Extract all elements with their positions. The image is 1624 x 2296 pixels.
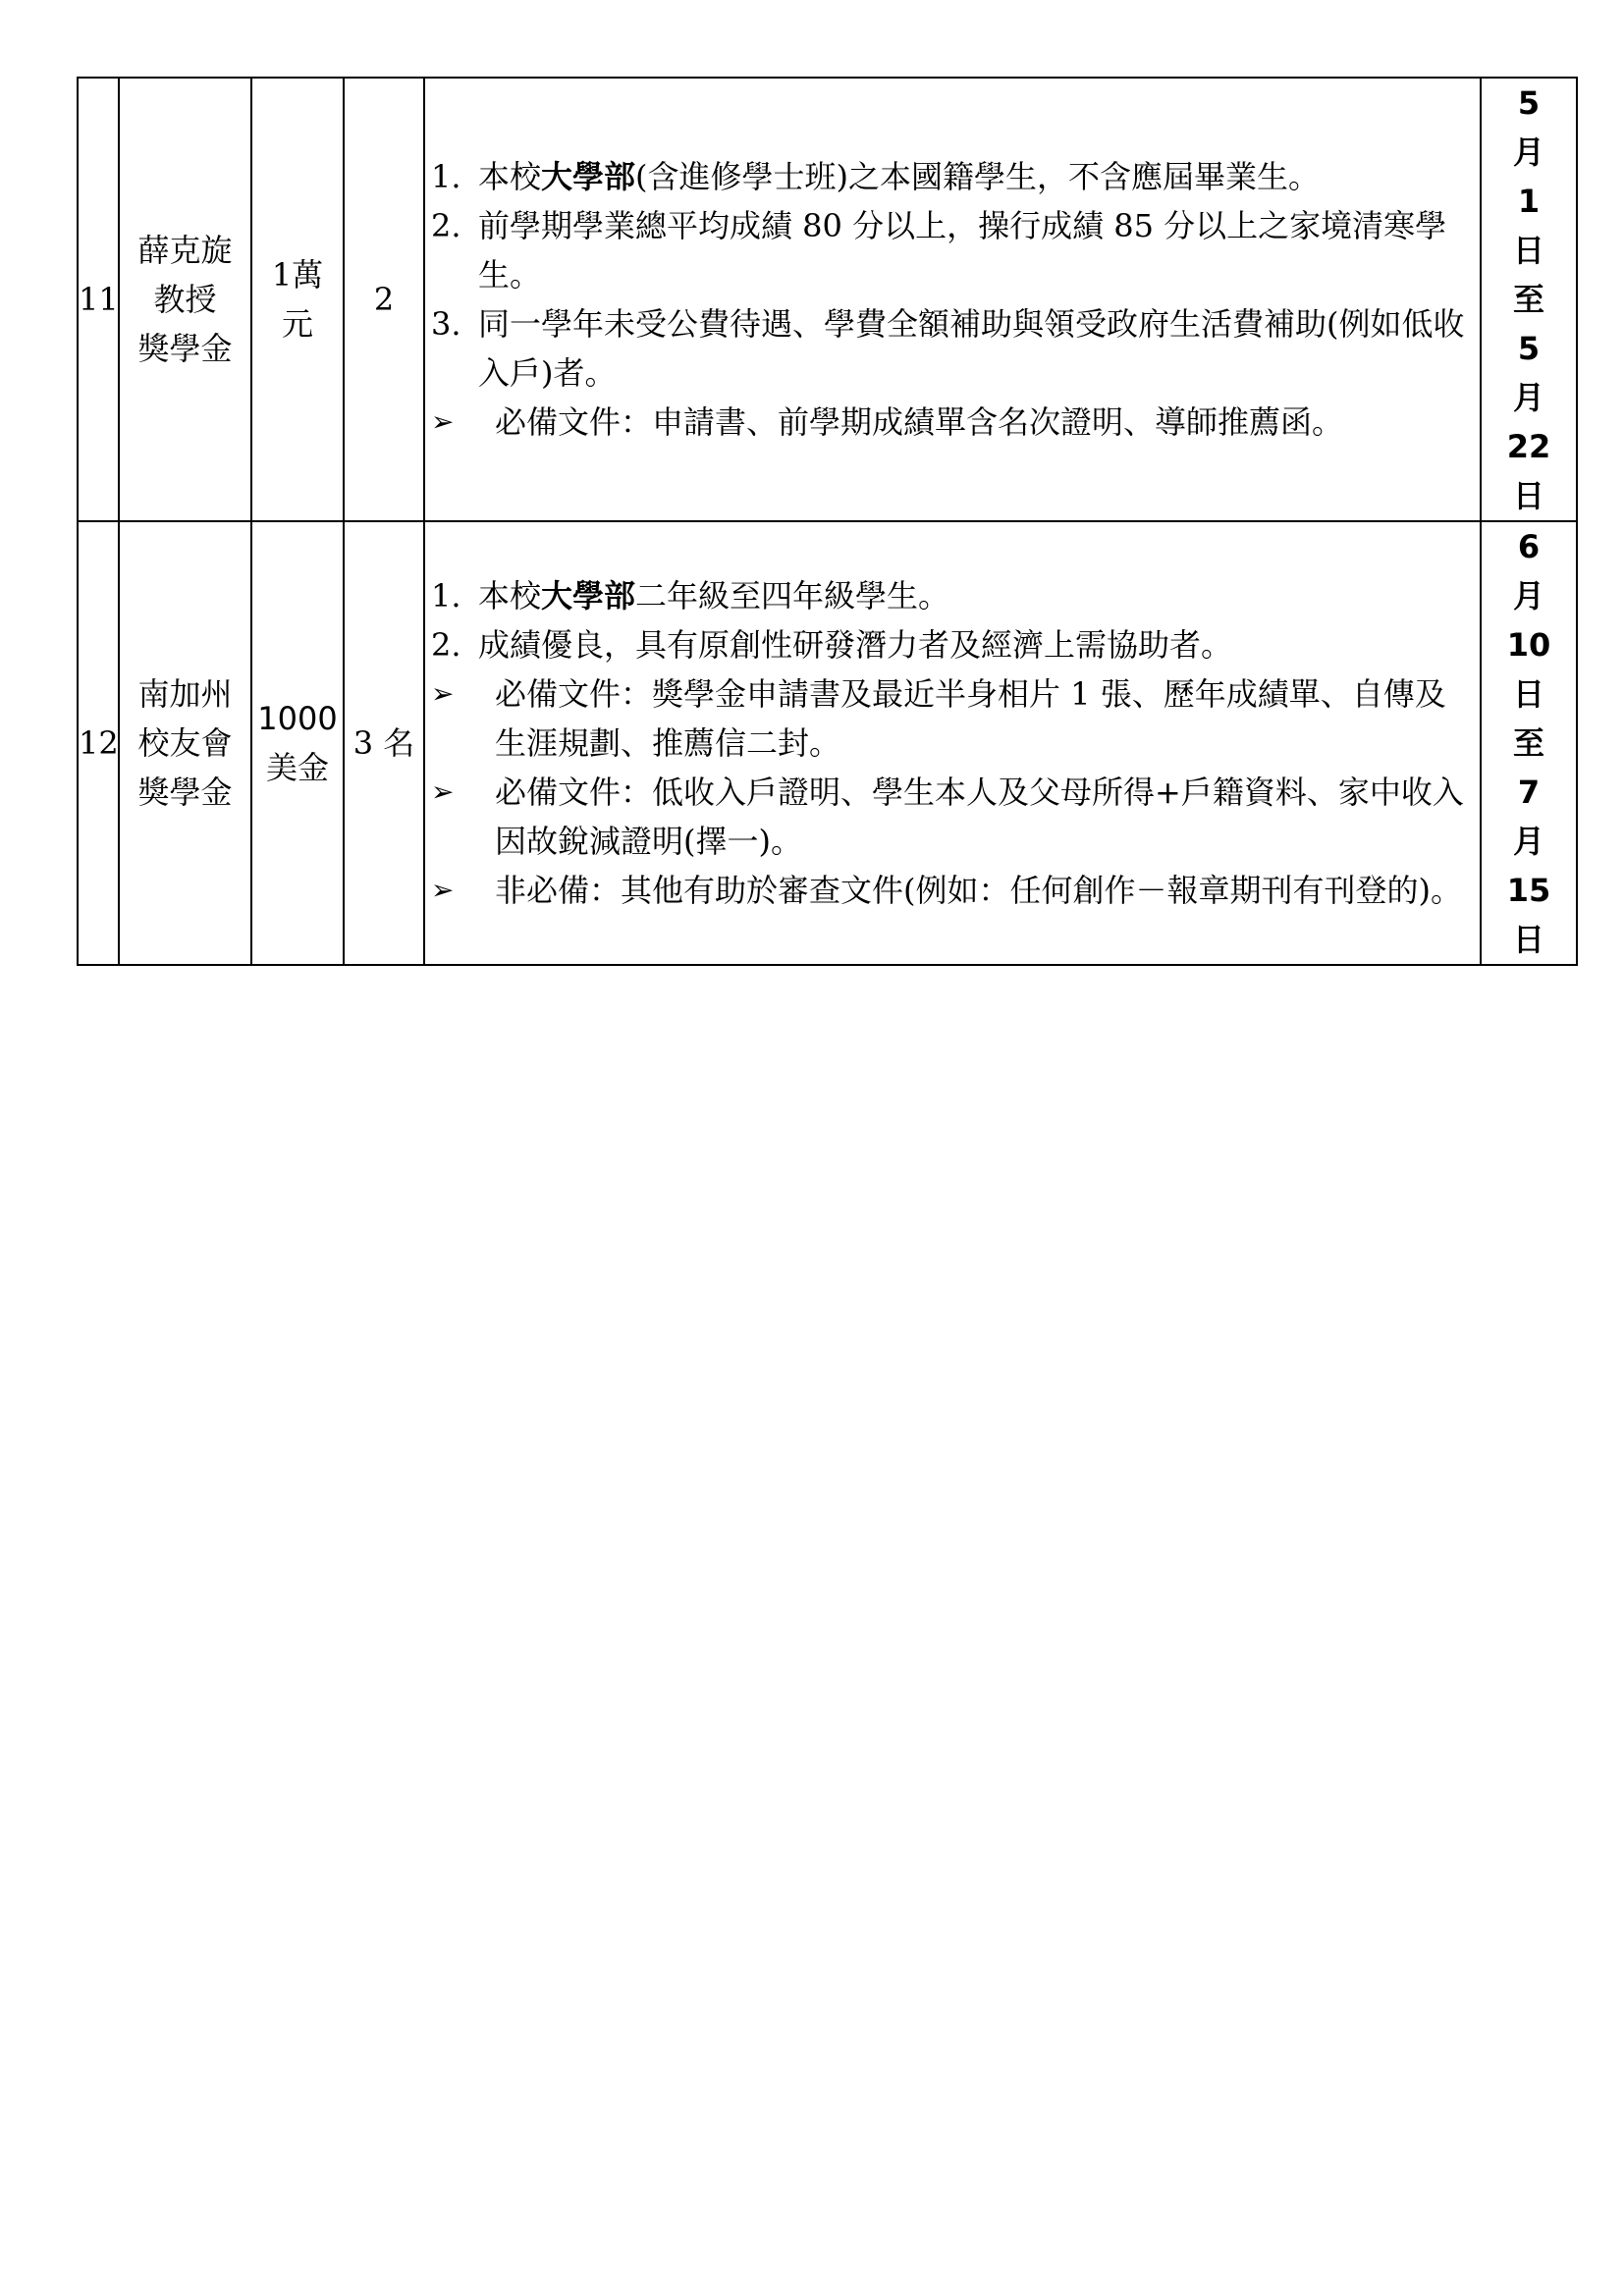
- item-text: 本校: [478, 577, 542, 614]
- item-text: 非必備：其他有助於審查文件(例如：任何創作－報章期刊有刊登的)。: [495, 872, 1462, 909]
- date-char: 10: [1506, 626, 1551, 664]
- item-text: 必備文件：申請書、前學期成績單含名次證明、導師推薦函。: [495, 403, 1344, 441]
- date-char: 月: [1512, 133, 1544, 171]
- list-item: [431, 620, 1470, 669]
- item-text: 成績優良，具有原創性研發潛力者及經濟上需協助者。: [478, 626, 1233, 664]
- item-text: 前學期學業總平均成績 80 分以上，操行成績 85 分以上之家境清寒學生。: [478, 207, 1447, 294]
- item-marker: 1.: [431, 577, 461, 614]
- scholarship-table: [77, 77, 1578, 966]
- recipient-count: 2: [344, 78, 424, 521]
- recipient-count: 3 名: [344, 521, 424, 965]
- date-char: 5: [1517, 330, 1541, 367]
- date-char: 15: [1506, 872, 1551, 909]
- item-text: 必備文件：低收入戶證明、學生本人及父母所得+戶籍資料、家中收入因故銳減證明(擇一)。: [495, 774, 1464, 860]
- row-number: 11: [78, 78, 119, 521]
- date-char: 月: [1512, 577, 1544, 614]
- item-bold-text: 大學部: [541, 158, 636, 195]
- list-item: [431, 669, 1470, 768]
- date-char: 1: [1517, 183, 1541, 220]
- list-item: [431, 201, 1470, 299]
- arrow-bullet-icon: ➢: [431, 874, 455, 906]
- item-text-tail: (含進修學士班)之本國籍學生，不含應屆畢業生。: [635, 158, 1321, 195]
- name-line: 南加州: [137, 675, 233, 713]
- list-item: [431, 299, 1470, 398]
- name-line: 教授: [153, 281, 217, 318]
- table-row: [78, 78, 1577, 521]
- eligibility-description: [424, 78, 1481, 521]
- item-marker: 3.: [431, 305, 461, 343]
- date-char: 22: [1506, 428, 1551, 465]
- item-text: 必備文件：獎學金申請書及最近半身相片 1 張、歷年成績單、自傳及生涯規劃、推薦信二封。: [495, 675, 1446, 762]
- arrow-bullet-icon: ➢: [431, 677, 455, 710]
- scholarship-amount: [251, 521, 344, 965]
- date-char: 月: [1512, 379, 1544, 416]
- list-item: [431, 152, 1470, 201]
- name-line: 校友會: [137, 724, 233, 762]
- date-char: 日: [1512, 477, 1544, 514]
- date-char: 日: [1512, 232, 1544, 269]
- name-line: 薛克旋: [137, 232, 233, 269]
- application-period: [1481, 78, 1577, 521]
- table-row: [78, 521, 1577, 965]
- scholarship-name: [119, 521, 251, 965]
- date-char: 日: [1512, 675, 1544, 713]
- item-text: 本校: [478, 158, 542, 195]
- item-marker: 2.: [431, 626, 461, 664]
- arrow-bullet-icon: ➢: [431, 405, 455, 438]
- application-period: [1481, 521, 1577, 965]
- amount-line: 1萬: [271, 256, 324, 294]
- list-item: [431, 398, 1470, 447]
- name-line: 獎學金: [137, 774, 233, 811]
- scholarship-amount: [251, 78, 344, 521]
- arrow-bullet-icon: ➢: [431, 775, 455, 808]
- amount-line: 美金: [265, 749, 329, 786]
- date-char: 6: [1517, 528, 1541, 565]
- amount-line: 元: [281, 305, 313, 343]
- list-item: [431, 768, 1470, 866]
- list-item: [431, 866, 1470, 915]
- eligibility-description: [424, 521, 1481, 965]
- item-marker: 2.: [431, 207, 461, 244]
- amount-line: 1000: [257, 700, 338, 737]
- date-char: 至: [1512, 724, 1544, 762]
- row-number: 12: [78, 521, 119, 965]
- scholarship-name: [119, 78, 251, 521]
- item-text: 同一學年未受公費待遇、學費全額補助與領受政府生活費補助(例如低收入戶)者。: [478, 305, 1465, 392]
- date-char: 5: [1517, 84, 1541, 122]
- date-char: 至: [1512, 281, 1544, 318]
- item-text-tail: 二年級至四年級學生。: [635, 577, 950, 614]
- name-line: 獎學金: [137, 330, 233, 367]
- date-char: 日: [1512, 921, 1544, 958]
- list-item: [431, 571, 1470, 620]
- item-bold-text: 大學部: [541, 577, 636, 614]
- date-char: 月: [1512, 823, 1544, 860]
- item-marker: 1.: [431, 158, 461, 195]
- date-char: 7: [1517, 774, 1541, 811]
